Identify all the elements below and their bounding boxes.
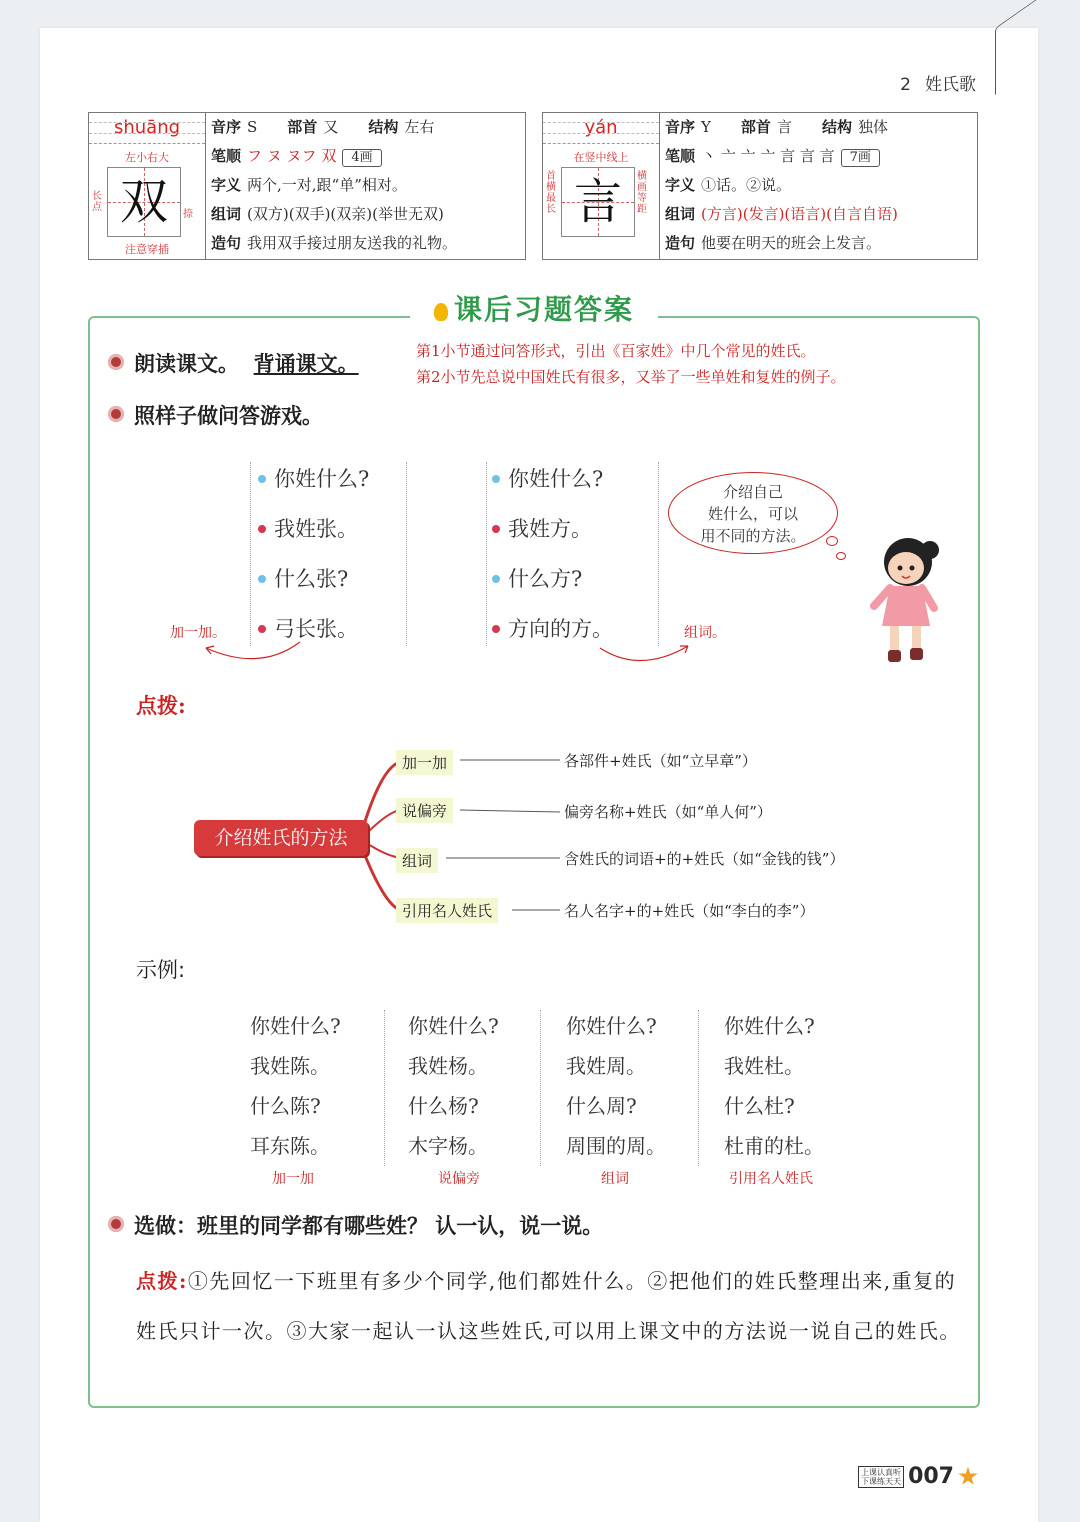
curved-arrows xyxy=(200,628,760,668)
example-caption: 加一加 xyxy=(272,1171,314,1187)
bullet-icon xyxy=(108,1216,124,1232)
writing-tip-left: 首横最长 xyxy=(546,171,556,215)
big-character: 言 xyxy=(573,174,622,230)
q1-note: 第1小节通过问答形式，引出《百家姓》中几个常见的姓氏。 第2小节先总说中国姓氏有很多，又举了一些单姓和复姓的例子。 xyxy=(416,342,846,386)
char-card-info xyxy=(661,113,977,258)
info-row-words: 组词 (方言)(发言)(语言)(自言自语) xyxy=(665,205,898,223)
thought-bubble: 介绍自己 姓什么，可以 用不同的方法。 xyxy=(668,472,838,554)
mindmap-desc: 名人名字+的+姓氏（如“李白的李”） xyxy=(564,902,815,920)
big-character: 双 xyxy=(119,174,168,230)
example-du: 你姓什么? 我姓杜。 什么杜? 杜甫的杜。 xyxy=(724,1014,824,1158)
char-card-info xyxy=(207,113,525,258)
writing-tip-bottom: 注意穿插 xyxy=(125,243,169,256)
char-card-left xyxy=(543,113,660,259)
divider xyxy=(384,1010,385,1166)
page-fold xyxy=(995,0,1038,95)
dialog-zhang: 你姓什么? 我姓张。 什么张? 弓长张。 xyxy=(258,454,369,654)
lesson-header xyxy=(900,70,976,95)
girl-illustration xyxy=(860,536,950,668)
question-1: 朗读课文。 背诵课文。 xyxy=(108,348,359,378)
divider xyxy=(698,1010,699,1166)
mindmap-branch: 说偏旁 xyxy=(396,798,453,823)
page-footer xyxy=(858,1464,978,1489)
writing-tip-left: 长点 xyxy=(92,191,102,213)
bubble-dot xyxy=(836,552,846,560)
example-zhou: 你姓什么? 我姓周。 什么周? 周围的周。 xyxy=(566,1014,666,1158)
tip-label: 点拨: xyxy=(136,693,186,718)
writing-tip-top: 左小右大 xyxy=(125,151,169,164)
writing-tip-top: 在竖中线上 xyxy=(573,151,629,164)
info-row-structure: 音序 S 部首 又 结构 左右 xyxy=(211,118,435,136)
info-row-meaning: 字义 两个,一对,跟“单”相对。 xyxy=(211,176,407,194)
divider xyxy=(486,462,487,646)
example-caption: 组词 xyxy=(601,1171,629,1187)
bullet-icon xyxy=(108,354,124,370)
info-row-words: 组词 (双方)(双手)(双亲)(举世无双) xyxy=(211,205,444,223)
writing-tip-right: 横画等距 xyxy=(637,171,647,215)
footer-tag: 上课认真听 下课练天天 xyxy=(858,1466,904,1488)
info-row-sentence: 造句 他要在明天的班会上发言。 xyxy=(665,234,882,252)
divider xyxy=(250,462,251,646)
mindmap-center: 介绍姓氏的方法 xyxy=(194,820,368,856)
answers-title: 课后习题答案 xyxy=(410,290,658,330)
lesson-title: 姓氏歌 xyxy=(925,75,976,95)
mindmap-branch: 组词 xyxy=(396,848,438,873)
char-card-left xyxy=(89,113,206,259)
pinyin: yán xyxy=(543,113,659,144)
divider xyxy=(658,462,659,646)
example-caption: 引用名人姓氏 xyxy=(729,1171,813,1187)
mindmap-branch: 引用名人姓氏 xyxy=(396,898,498,923)
char-card-yan xyxy=(542,112,978,260)
question-2: 照样子做问答游戏。 xyxy=(108,400,323,430)
mindmap-desc: 偏旁名称+姓氏（如“单人何”） xyxy=(564,803,772,821)
divider xyxy=(406,462,407,646)
tip-paragraph: 点拨:①先回忆一下班里有多少个同学,他们都姓什么。②把他们的姓氏整理出来,重复的姓氏只计一次。③大家一起认一认这些姓氏,可以用上课文中的方法说一说自己的姓氏。 xyxy=(136,1269,961,1343)
divider xyxy=(540,1010,541,1166)
info-row-sentence: 造句 我用双手接过朋友送我的礼物。 xyxy=(211,234,458,252)
question-3: 选做：班里的同学都有哪些姓？ 认一认，说一说。 xyxy=(108,1210,603,1240)
mindmap-desc: 含姓氏的词语+的+姓氏（如“金钱的钱”） xyxy=(564,850,845,868)
char-card-shuang xyxy=(88,112,526,260)
info-row-structure: 音序 Y 部首 言 结构 独体 xyxy=(665,118,888,136)
writing-tip-right: 捺 xyxy=(183,209,193,220)
tian-grid xyxy=(107,167,181,237)
method-label-add: 加一加。 xyxy=(170,625,226,641)
mindmap-desc: 各部件+姓氏（如“立早章”） xyxy=(564,752,757,770)
star-icon xyxy=(958,1467,978,1487)
example-chen: 你姓什么? 我姓陈。 什么陈? 耳东陈。 xyxy=(250,1014,341,1158)
mindmap-branch: 加一加 xyxy=(396,750,453,775)
stroke-count: 4画 xyxy=(342,149,381,167)
bubble-dot xyxy=(826,536,838,546)
dialog-fang: 你姓什么? 我姓方。 什么方? 方向的方。 xyxy=(492,454,613,654)
info-row-stroke-order: 笔顺 フ ヌ ヌフ 双 4画 xyxy=(207,142,525,171)
lightbulb-icon xyxy=(434,303,448,321)
stroke-count: 7画 xyxy=(841,149,880,167)
info-row-meaning: 字义 ①话。②说。 xyxy=(665,176,792,194)
example-caption: 说偏旁 xyxy=(438,1171,480,1187)
page xyxy=(40,28,1038,1522)
info-row-stroke-order: 笔顺 丶 亠 亠 亠 言 言 言 7画 xyxy=(661,142,977,171)
pinyin: shuāng xyxy=(89,113,205,144)
page-number: 007 xyxy=(908,1464,954,1489)
tian-grid xyxy=(561,167,635,237)
bullet-icon xyxy=(108,406,124,422)
lesson-number: 2 xyxy=(900,75,911,95)
example-title: 示例: xyxy=(136,958,186,982)
example-yang: 你姓什么? 我姓杨。 什么杨? 木字杨。 xyxy=(408,1014,499,1158)
method-label-word: 组词。 xyxy=(684,625,726,641)
